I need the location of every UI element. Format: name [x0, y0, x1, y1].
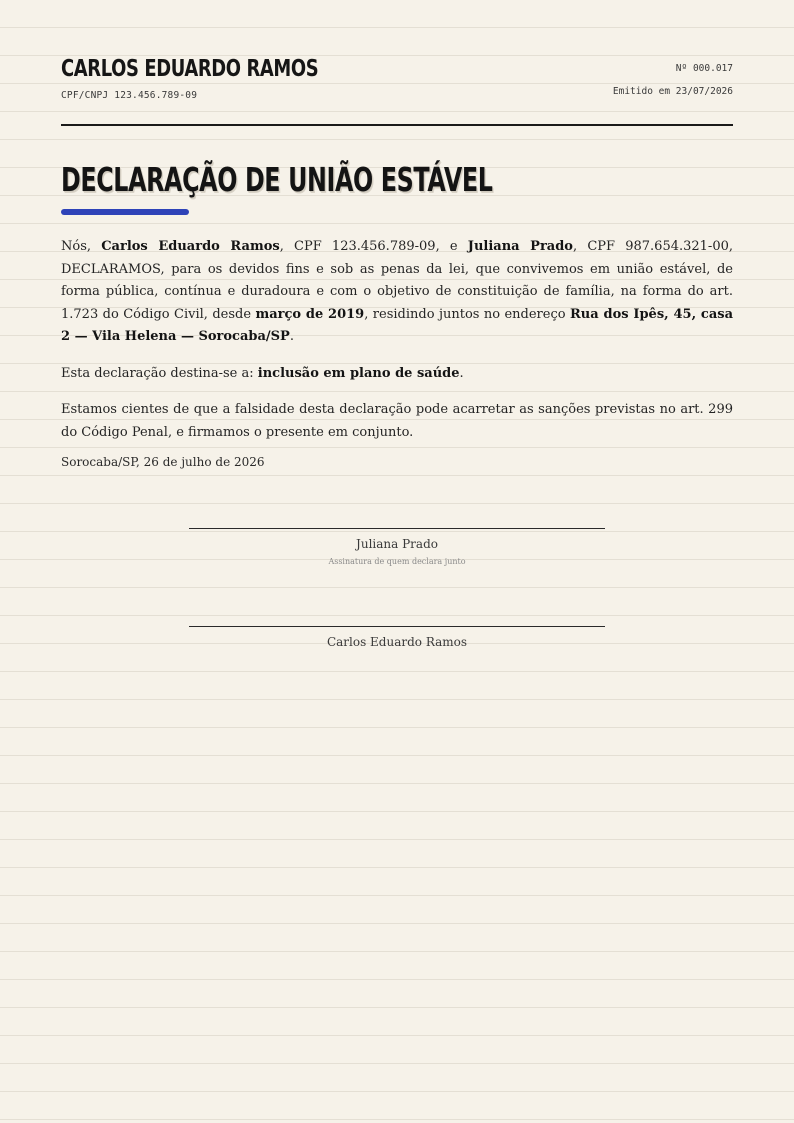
document-title: DECLARAÇÃO DE UNIÃO ESTÁVEL: [61, 160, 493, 199]
signatory-name: Carlos Eduardo Ramos: [326, 635, 468, 649]
text-segment: .: [289, 329, 294, 344]
signature-block-2: [189, 626, 605, 649]
text-segment: .: [459, 365, 464, 381]
signatory-name: Juliana Prado: [356, 537, 438, 551]
text-segment: , residindo juntos no endereço: [364, 306, 570, 322]
declaration-paragraph-3: Estamos cientes de que a falsidade desta declaração pode acarretar as sanções previstas no art. 299 do Código Penal, e firmamos o presente em conjunto.: [61, 402, 733, 440]
declaration-paragraph-2: [61, 363, 733, 386]
text-segment: Nós,: [61, 239, 102, 254]
signature-block-1: [189, 528, 605, 566]
document-number: Nº 000.017: [675, 63, 733, 74]
text-segment: , CPF 123.456.789-09, e: [279, 239, 468, 254]
document-page: [61, 0, 733, 649]
issue-date: Emitido em 23/07/2026: [612, 86, 733, 97]
union-start-date: março de 2019: [255, 306, 365, 322]
declaration-paragraph-1: [61, 236, 733, 349]
text-segment: , CPF 987.654.321-00, DECLARAMOS, para os devidos fins e sob as penas da lei, que convivemos em união estável, de forma pública, contínua e duradoura e com o objetivo de constituição de família, na forma do art. 1.723 do Código Civil, desde: [61, 239, 733, 322]
text-segment: Esta declaração destina-se a:: [61, 365, 258, 381]
declaration-body: [61, 236, 733, 458]
signature-line: [189, 626, 605, 627]
residence-address: Rua dos Ipês, 45, casa 2 — Vila Helena — Sorocaba/SP: [61, 306, 733, 344]
signatory-role: Assinatura de quem declara junto: [328, 557, 466, 566]
issuer-document-id: CPF/CNPJ 123.456.789-09: [61, 90, 198, 101]
issuer-name: CARLOS EDUARDO RAMOS: [61, 56, 319, 82]
signature-line: [189, 528, 605, 529]
declaration-purpose: inclusão em plano de saúde: [257, 365, 460, 381]
place-and-date: Sorocaba/SP, 26 de julho de 2026: [61, 455, 265, 469]
document-header: [61, 0, 733, 126]
declarant-name-2: Juliana Prado: [467, 239, 573, 254]
title-accent-bar: [61, 209, 189, 215]
declarant-name-1: Carlos Eduardo Ramos: [101, 239, 280, 254]
